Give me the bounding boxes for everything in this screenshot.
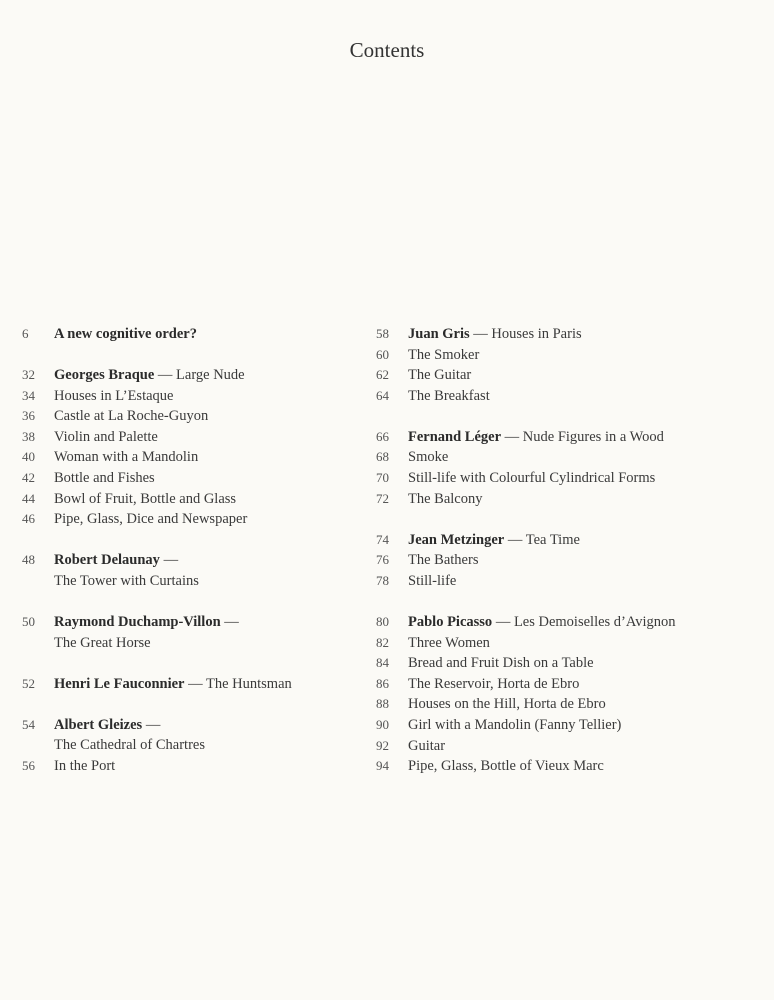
- artwork-title: Houses on the Hill, Horta de Ebro: [408, 696, 606, 713]
- toc-entry[interactable]: [22, 489, 362, 510]
- artwork-title: The Great Horse: [54, 634, 151, 651]
- page-number: 84: [376, 655, 389, 671]
- separator: —: [184, 675, 206, 692]
- artist-name: Raymond Duchamp-Villon: [54, 614, 221, 631]
- page-number: 74: [376, 531, 389, 547]
- toc-entry[interactable]: [22, 756, 362, 777]
- separator: —: [501, 428, 523, 445]
- page-number: 92: [376, 737, 389, 753]
- page-number: 68: [376, 449, 389, 465]
- page-number: 48: [22, 552, 35, 568]
- toc-right-column: [376, 324, 766, 777]
- page-number: 32: [22, 367, 35, 383]
- artwork-title: The Smoker: [408, 346, 480, 363]
- page-number: 38: [22, 428, 35, 444]
- toc-entry[interactable]: [22, 612, 362, 653]
- toc-entry[interactable]: [376, 756, 766, 777]
- toc-entry[interactable]: [376, 571, 766, 592]
- artwork-title: In the Port: [54, 758, 116, 774]
- artwork-title: Bowl of Fruit, Bottle and Glass: [54, 490, 237, 507]
- separator: —: [159, 552, 179, 569]
- separator: —: [142, 716, 161, 733]
- artist-name: Georges Braque: [54, 367, 155, 384]
- toc-entry[interactable]: [22, 447, 362, 468]
- toc-entry[interactable]: [22, 509, 362, 530]
- artwork-title: Guitar: [408, 737, 446, 754]
- artwork-title: Tea Time: [525, 531, 580, 548]
- artwork-title: Castle at La Roche-Guyon: [54, 408, 209, 425]
- page-number: 6: [22, 326, 29, 341]
- page-number: 34: [22, 387, 35, 403]
- artwork-title: Bread and Fruit Dish on a Table: [408, 655, 594, 672]
- artwork-title: Smoke: [408, 449, 449, 466]
- toc-entry[interactable]: [376, 365, 766, 386]
- page-number: 86: [376, 675, 389, 691]
- toc-entry[interactable]: [376, 633, 766, 654]
- toc-entry[interactable]: [376, 715, 766, 736]
- page-number: 60: [376, 346, 389, 362]
- toc-entry[interactable]: [22, 468, 362, 489]
- artwork-title: Les Demoiselles d’Avignon: [513, 614, 676, 631]
- separator: —: [469, 326, 492, 342]
- page-number: 50: [22, 614, 35, 630]
- page-number: 72: [376, 490, 389, 506]
- page-number: 80: [376, 614, 389, 630]
- artwork-title: Bottle and Fishes: [54, 470, 155, 487]
- toc-entry[interactable]: [376, 427, 766, 448]
- page-number: 94: [376, 758, 389, 774]
- page-number: 44: [22, 490, 35, 506]
- artwork-title: The Balcony: [408, 490, 483, 507]
- page-number: 54: [22, 716, 35, 732]
- separator: —: [492, 614, 514, 631]
- artist-name: Juan Gris: [408, 326, 470, 342]
- artwork-title: Three Women: [408, 634, 490, 651]
- artist-name: Robert Delaunay: [54, 552, 160, 569]
- artwork-title: Nude Figures in a Wood: [522, 428, 664, 445]
- artwork-title: Large Nude: [176, 367, 245, 384]
- artwork-title: Houses in L’Estaque: [54, 387, 174, 404]
- page-number: 76: [376, 552, 389, 568]
- toc-entry[interactable]: [22, 386, 362, 407]
- page-number: 52: [22, 675, 35, 691]
- artwork-title: Violin and Palette: [54, 428, 158, 445]
- page-number: 42: [22, 470, 35, 486]
- separator: —: [154, 367, 177, 384]
- toc-entry[interactable]: [376, 612, 766, 633]
- toc-entry[interactable]: [22, 406, 362, 427]
- toc-entry[interactable]: [22, 550, 362, 591]
- page-number: 78: [376, 572, 389, 588]
- artwork-title: The Cathedral of Chartres: [54, 737, 205, 754]
- page-number: 82: [376, 634, 389, 650]
- artist-name: Henri Le Fauconnier: [54, 675, 185, 692]
- toc-entry[interactable]: [376, 324, 766, 345]
- artwork-title: The Guitar: [408, 367, 472, 384]
- artwork-title: The Huntsman: [206, 675, 292, 692]
- page-number: 58: [376, 326, 389, 341]
- page-number: 88: [376, 696, 389, 712]
- artwork-title: Still-life: [408, 572, 457, 589]
- toc-entry[interactable]: [22, 715, 362, 756]
- artwork-title: Houses in Paris: [491, 326, 582, 342]
- toc-entry[interactable]: [376, 345, 766, 366]
- toc-entry[interactable]: [376, 550, 766, 571]
- toc-entry[interactable]: [376, 653, 766, 674]
- separator: —: [504, 531, 526, 548]
- artwork-title: The Breakfast: [408, 387, 490, 404]
- artwork-title: Girl with a Mandolin (Fanny Tellier): [408, 717, 622, 733]
- page-number: 70: [376, 470, 389, 486]
- artwork-title: The Reservoir, Horta de Ebro: [408, 675, 580, 692]
- page-number: 62: [376, 367, 389, 383]
- artist-name: Albert Gleizes: [54, 716, 143, 733]
- toc-entry[interactable]: [376, 489, 766, 510]
- toc-entry[interactable]: [376, 674, 766, 695]
- artwork-title: Still-life with Colourful Cylindrical Forms: [408, 470, 656, 487]
- toc-entry[interactable]: [22, 427, 362, 448]
- entry-title: A new cognitive order?: [54, 326, 197, 342]
- page-number: 56: [22, 758, 35, 773]
- artist-name: Fernand Léger: [408, 428, 502, 445]
- toc-entry[interactable]: [376, 386, 766, 407]
- toc-entry[interactable]: [376, 694, 766, 715]
- toc-entry[interactable]: [376, 468, 766, 489]
- toc-entry[interactable]: [376, 447, 766, 468]
- page-number: 36: [22, 408, 35, 424]
- toc-entry[interactable]: [22, 365, 362, 386]
- toc-entry[interactable]: [22, 674, 362, 695]
- artwork-title: Pipe, Glass, Bottle of Vieux Marc: [408, 758, 604, 775]
- page-title: Contents: [349, 38, 425, 62]
- toc-entry[interactable]: [22, 324, 362, 345]
- artwork-title: The Tower with Curtains: [54, 572, 199, 589]
- page-number: 40: [22, 449, 35, 465]
- page-number: 90: [376, 717, 389, 732]
- toc-entry[interactable]: [376, 736, 766, 757]
- separator: —: [220, 614, 239, 631]
- artwork-title: Pipe, Glass, Dice and Newspaper: [54, 511, 248, 528]
- toc-left-column: [22, 324, 362, 777]
- page-number: 46: [22, 511, 35, 527]
- artist-name: Jean Metzinger: [408, 531, 505, 548]
- page-number: 66: [376, 428, 389, 444]
- artist-name: Pablo Picasso: [408, 614, 493, 631]
- artwork-title: The Bathers: [408, 552, 479, 569]
- artwork-title: Woman with a Mandolin: [54, 449, 199, 466]
- toc-entry[interactable]: [376, 530, 766, 551]
- page-number: 64: [376, 387, 389, 403]
